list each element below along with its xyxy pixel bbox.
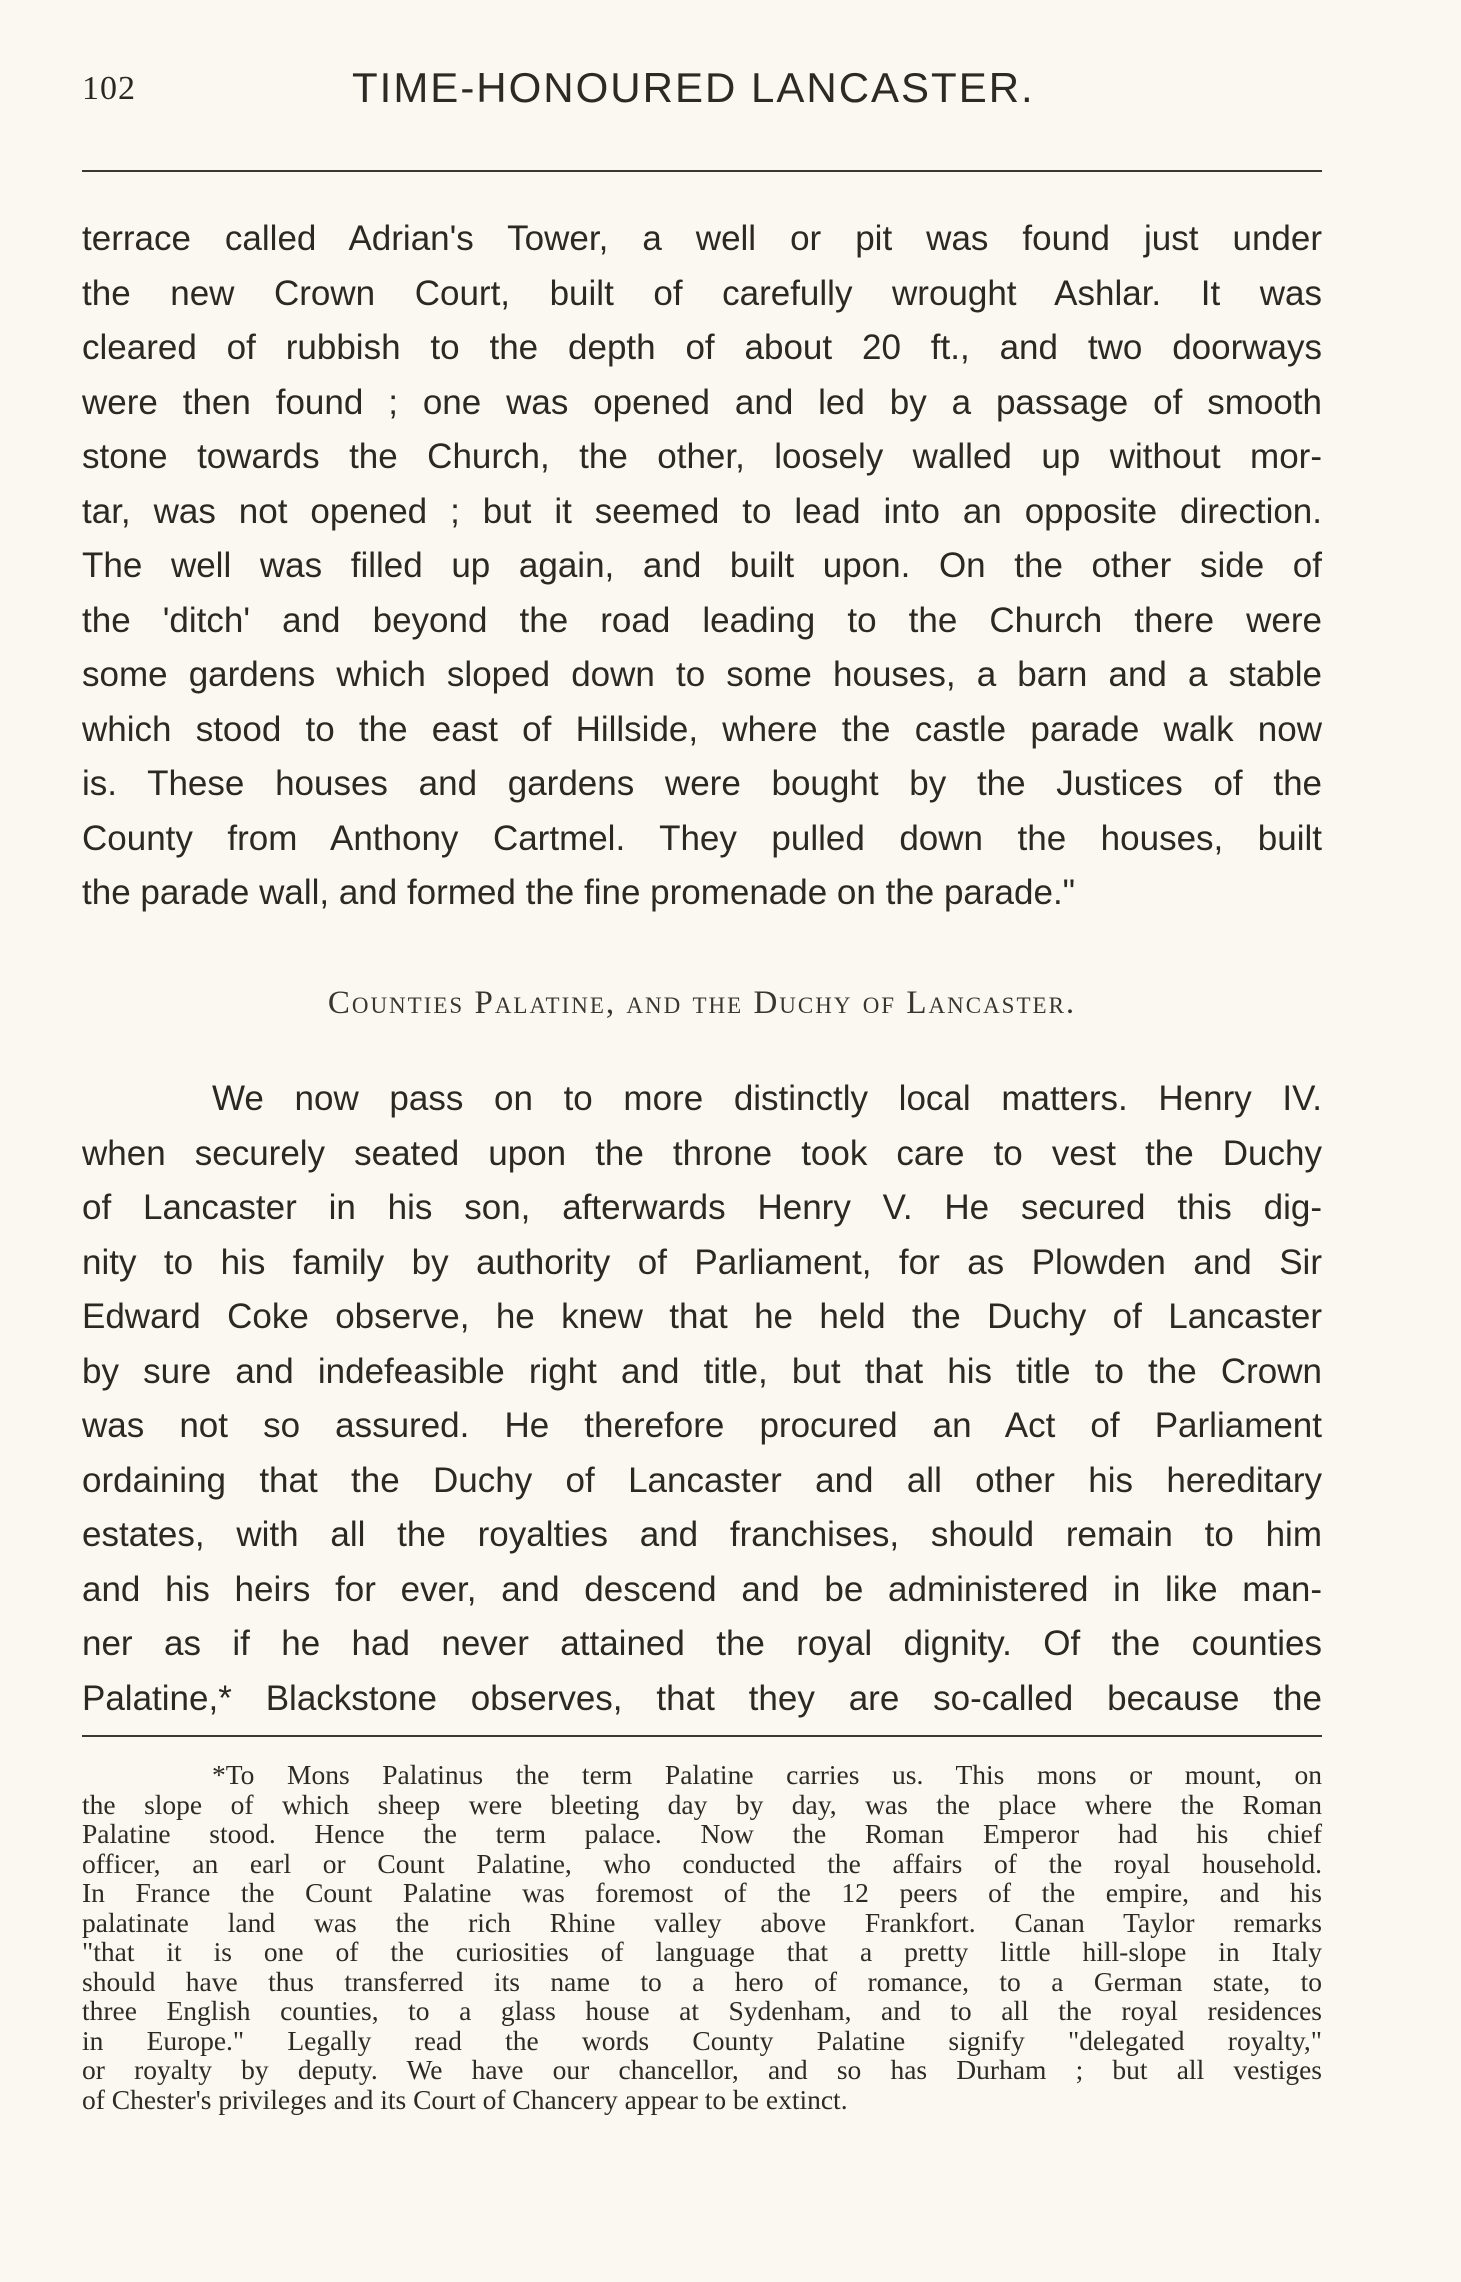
footnote-line: Palatine stood. Hence the term palace. Now the Roman Emperor had his chief <box>82 1818 1322 1849</box>
footnote-line: "that it is one of the curiosities of language that a pretty little hill-slope in Italy <box>82 1936 1322 1967</box>
running-head: TIME-HONOURED LANCASTER. <box>352 64 1035 111</box>
text-line: Palatine,* Blackstone observes, that they are so-called because the <box>82 1678 1322 1718</box>
text-line: terrace called Adrian's Tower, a well or pit was found just under <box>82 219 1322 258</box>
text-line: which stood to the east of Hillside, where the castle parade walk now <box>82 709 1322 749</box>
text-line: tar, was not opened ; but it seemed to lead into an opposite direction. <box>82 491 1322 531</box>
text-line: some gardens which sloped down to some houses, a barn and a stable <box>82 655 1322 694</box>
section-heading: Counties Palatine, and the Duchy of Lancaster. <box>327 985 1077 1021</box>
text-line: is. These houses and gardens were bought by the Justices of the <box>82 764 1322 803</box>
page-number: 102 <box>82 70 136 107</box>
footnote-line: three English counties, to a glass house at Sydenham, and to all the royal residences <box>82 1995 1322 2026</box>
footnote-line: *To Mons Palatinus the term Palatine carries us. This mons or mount, on <box>212 1759 1322 1790</box>
paragraph-continued <box>82 212 1322 921</box>
text-line: cleared of rubbish to the depth of about 20 ft., and two doorways <box>82 328 1322 367</box>
text-line: the parade wall, and formed the fine promenade on the parade." <box>82 873 1076 912</box>
footnote-rule <box>82 1735 1322 1737</box>
text-line: were then found ; one was opened and led by a passage of smooth <box>82 382 1322 422</box>
text-line: the new Crown Court, built of carefully wrought Ashlar. It was <box>82 273 1322 313</box>
text-line: nity to his family by authority of Parliament, for as Plowden and Sir <box>82 1242 1322 1282</box>
header-rule <box>82 170 1322 172</box>
footnote-line: or royalty by deputy. We have our chancellor, and so has Durham ; but all vestiges <box>82 2054 1322 2085</box>
footnote-line: in Europe." Legally read the words County Palatine signify "delegated royalty," <box>82 2024 1322 2056</box>
text-line: ordaining that the Duchy of Lancaster and all other his hereditary <box>82 1460 1322 1500</box>
footnote-line: of Chester's privileges and its Court of Chancery appear to be extinct. <box>82 2083 848 2115</box>
page-header <box>82 64 1332 124</box>
text-line: estates, with all the royalties and franchises, should remain to him <box>82 1515 1322 1554</box>
paragraph-duchy <box>82 1072 1322 1726</box>
text-line: We now pass on to more distinctly local matters. Henry IV. <box>212 1079 1322 1118</box>
text-line: was not so assured. He therefore procured an Act of Parliament <box>82 1406 1322 1445</box>
text-line: when securely seated upon the throne took care to vest the Duchy <box>82 1133 1322 1173</box>
footnote-line: the slope of which sheep were bleeting day by day, was the place where the Roman <box>82 1788 1322 1820</box>
text-line: the 'ditch' and beyond the road leading to the Church there were <box>82 600 1322 640</box>
text-line: ner as if he had never attained the royal dignity. Of the counties <box>82 1624 1322 1663</box>
text-line: The well was filled up again, and built upon. On the other side of <box>82 546 1322 585</box>
text-line: and his heirs for ever, and descend and be administered in like man- <box>82 1569 1322 1609</box>
text-line: stone towards the Church, the other, loosely walled up without mor- <box>82 437 1322 476</box>
text-line: County from Anthony Cartmel. They pulled down the houses, built <box>82 818 1322 858</box>
footnote <box>82 1760 1322 2114</box>
text-line: Edward Coke observe, he knew that he held the Duchy of Lancaster <box>82 1297 1322 1336</box>
footnote-line: should have thus transferred its name to a hero of romance, to a German state, to <box>82 1965 1322 1997</box>
text-line: of Lancaster in his son, afterwards Henry V. He secured this dig- <box>82 1188 1322 1227</box>
footnote-line: officer, an earl or Count Palatine, who conducted the affairs of the royal household. <box>82 1847 1322 1879</box>
text-line: by sure and indefeasible right and title, but that his title to the Crown <box>82 1351 1322 1391</box>
footnote-line: palatinate land was the rich Rhine valley above Frankfort. Canan Taylor remarks <box>82 1906 1322 1938</box>
footnote-line: In France the Count Palatine was foremost of the 12 peers of the empire, and his <box>82 1877 1322 1908</box>
